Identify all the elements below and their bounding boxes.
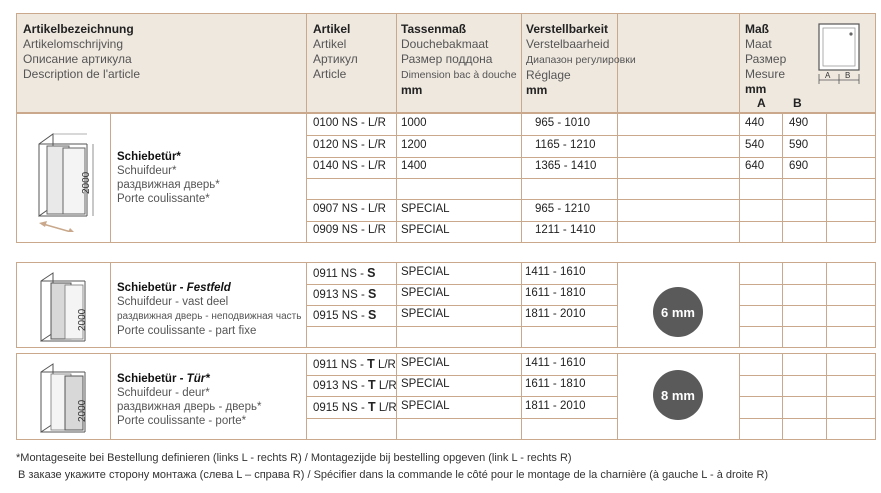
- cell-tray-size: 1400: [401, 160, 427, 172]
- cell-adjustment: 1811 - 2010: [525, 400, 586, 412]
- cell-tray-size: SPECIAL: [401, 203, 450, 215]
- table-header: [16, 13, 876, 113]
- cell-tray-size: 1000: [401, 117, 427, 129]
- cell-tray-size: SPECIAL: [401, 224, 450, 236]
- fixed-panel-door-icon: [31, 269, 95, 345]
- tray-diagram-icon: [813, 20, 865, 90]
- article-suffix: S: [367, 308, 377, 322]
- article-side: L/R: [375, 402, 397, 414]
- article-side: L/R: [375, 380, 397, 392]
- article-code: 0915 NS -: [313, 402, 368, 414]
- cell-tray-size: SPECIAL: [401, 287, 450, 299]
- dim-label: 2000: [77, 308, 88, 331]
- cell-a: 540: [745, 139, 765, 151]
- cell-b: 690: [789, 160, 809, 172]
- cell-article: 0100 NS - L/R: [313, 117, 386, 129]
- cell-tray-size: SPECIAL: [401, 378, 450, 390]
- dim-label: 2000: [77, 399, 88, 422]
- door-panel-icon: [31, 360, 95, 436]
- cell-adjustment: 1811 - 2010: [525, 308, 586, 320]
- article-code: 0913 NS -: [313, 380, 368, 392]
- header-measure: Maß Maat Размер Mesure mm: [745, 22, 787, 96]
- cell-tray-size: 1200: [401, 139, 427, 151]
- article-code: 0913 NS -: [313, 289, 368, 301]
- cell-tray-size: SPECIAL: [401, 357, 450, 369]
- footnote-line-2: В заказе укажите сторону монтажа (слева L – справа R) / Spécifier dans la commande le côté pour le montage de la charnière (à gauche L - à droite R): [18, 469, 769, 481]
- cell-article: [313, 378, 397, 392]
- cell-article: [313, 357, 396, 371]
- cell-b: 490: [789, 117, 809, 129]
- section-door: [16, 353, 876, 440]
- header-adjustment: Verstellbarkeit Verstelbaarheid Диапазон регулировки Réglage mm: [526, 22, 636, 97]
- cell-adjustment: 1611 - 1810: [525, 287, 586, 299]
- cell-a: 440: [745, 117, 765, 129]
- thickness-badge-8mm: 8 mm: [653, 370, 703, 420]
- cell-article: [313, 287, 376, 301]
- article-suffix: T: [367, 400, 376, 414]
- section1-description: Schiebetür* Schuifdeur* раздвижная дверь* Porte coulissante*: [117, 151, 220, 205]
- cell-article: [313, 308, 376, 322]
- cell-article: [313, 266, 375, 280]
- cell-adjustment: 1611 - 1810: [525, 378, 586, 390]
- cell-adjustment: 1411 - 1610: [525, 357, 586, 369]
- svg-text:A: A: [825, 71, 831, 80]
- cell-adjustment: 1365 - 1410: [535, 160, 597, 172]
- section3-description: Schiebetür - Tür* Schuifdeur - deur* раздвижная дверь - дверь* Porte coulissante - porte*: [117, 373, 262, 427]
- article-suffix: T: [367, 378, 376, 392]
- article-suffix: S: [367, 287, 377, 301]
- dim-label: 2000: [81, 171, 92, 194]
- cell-tray-size: SPECIAL: [401, 308, 450, 320]
- svg-text:B: B: [845, 71, 851, 80]
- cell-adjustment: 1411 - 1610: [525, 266, 586, 278]
- article-suffix: S: [367, 266, 376, 280]
- header-article-description: Artikelbezeichnung Artikelomschrijving Описание артикула Description de l'article: [23, 22, 141, 81]
- article-code: 0911 NS -: [313, 268, 368, 280]
- article-suffix: T: [367, 357, 375, 371]
- section2-description: Schiebetür - Festfeld Schuifdeur - vast deel раздвижная дверь - неподвижная часть Porte coulissante - part fixe: [117, 282, 302, 337]
- cell-adjustment: 965 - 1010: [535, 117, 590, 129]
- header-b-label: B: [793, 96, 802, 110]
- cell-article: [313, 400, 397, 414]
- cell-a: 640: [745, 160, 765, 172]
- article-code: 0915 NS -: [313, 310, 368, 322]
- section-fixed-panel: [16, 262, 876, 348]
- cell-tray-size: SPECIAL: [401, 400, 450, 412]
- cell-adjustment: 1211 - 1410: [535, 224, 596, 236]
- header-tray-size: Tassenmaß Douchebakmaat Размер поддона Dimension bac à douche mm: [401, 22, 517, 97]
- cell-b: 590: [789, 139, 809, 151]
- article-code: 0911 NS -: [313, 359, 368, 371]
- section-sliding-door: [16, 113, 876, 243]
- header-article: Artikel Artikel Артикул Article: [313, 22, 358, 81]
- article-side: L/R: [374, 359, 396, 371]
- cell-adjustment: 1165 - 1210: [535, 139, 596, 151]
- cell-article: 0909 NS - L/R: [313, 224, 386, 236]
- thickness-badge-6mm: 6 mm: [653, 287, 703, 337]
- cell-article: 0140 NS - L/R: [313, 160, 386, 172]
- cell-adjustment: 965 - 1210: [535, 203, 590, 215]
- cell-tray-size: SPECIAL: [401, 266, 450, 278]
- header-a-label: A: [757, 96, 766, 110]
- cell-article: 0120 NS - L/R: [313, 139, 386, 151]
- footnote-line-1: *Montageseite bei Bestellung definieren (links L - rechts R) / Montagezijde bij bestelling opgeven (link L - rechts R): [16, 452, 572, 464]
- cell-article: 0907 NS - L/R: [313, 203, 386, 215]
